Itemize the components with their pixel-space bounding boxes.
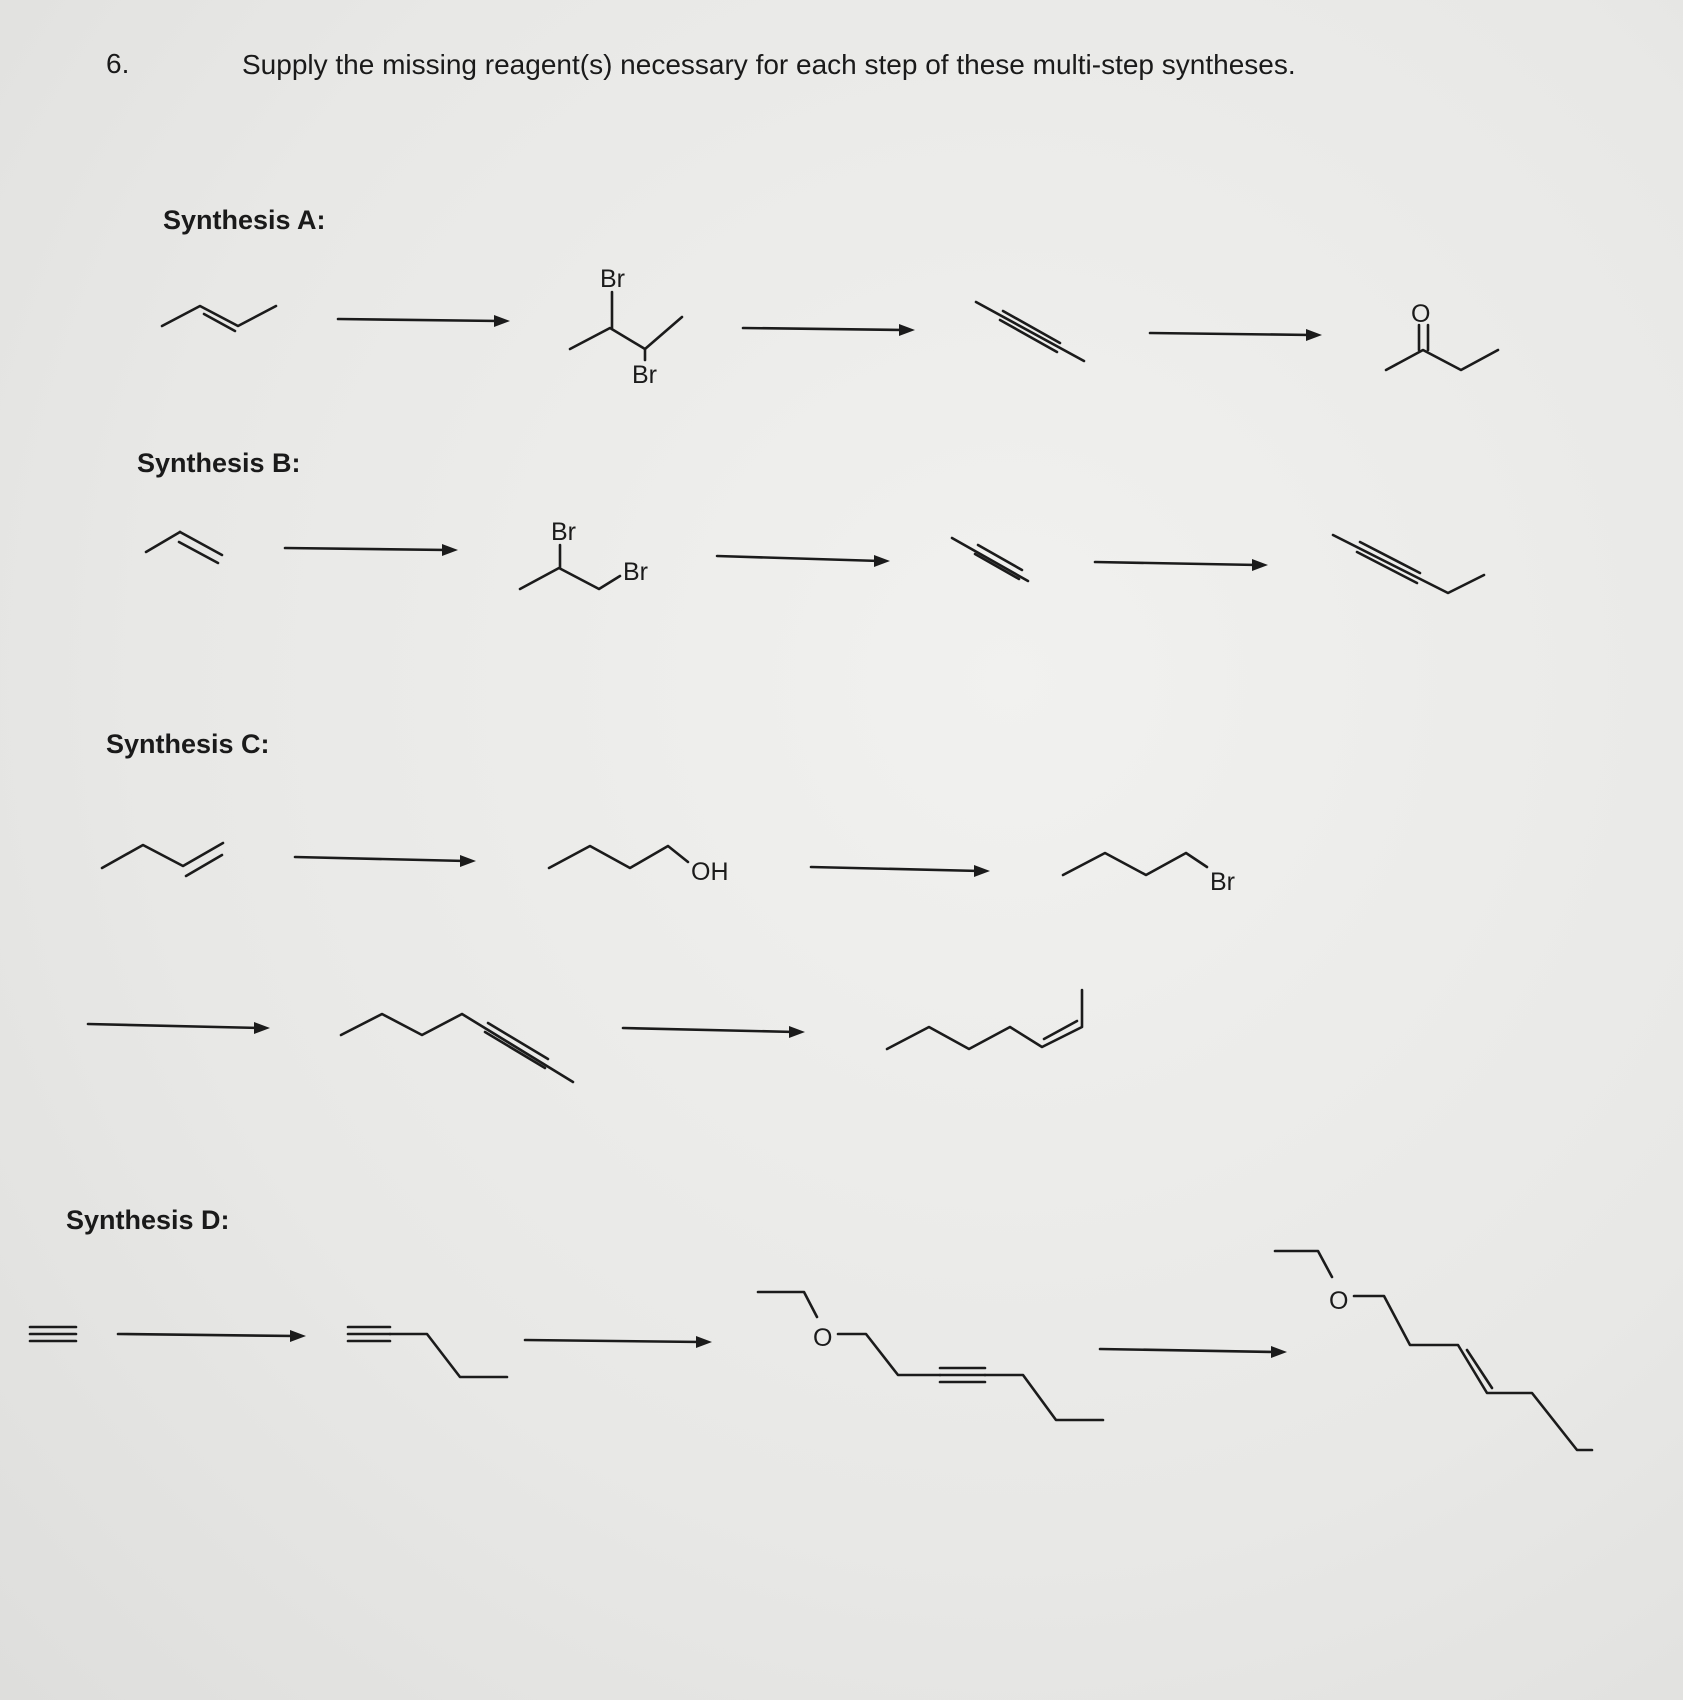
- a-dibromide: [570, 265, 682, 389]
- c-alcohol-oh: OH: [691, 858, 729, 886]
- d-alkynyl-ether-oxygen: O: [813, 1324, 833, 1352]
- synthesis-b-scheme: [146, 518, 1484, 593]
- b-dibromide: [520, 518, 648, 589]
- b-terminal-alkyne: [952, 538, 1028, 581]
- c-arrow-3: [88, 1022, 270, 1034]
- c-alkyne: [341, 1014, 573, 1082]
- question-text: Supply the missing reagent(s) necessary for each step of these multi-step syntheses.: [242, 49, 1296, 80]
- c-alcohol: [549, 846, 729, 886]
- c-arrow-2: [811, 865, 990, 877]
- d-terminal-alkyne: [348, 1327, 507, 1377]
- c-cis-alkene-product: [887, 990, 1082, 1049]
- synthesis-a-scheme: [162, 265, 1498, 389]
- a-alkyne: [976, 302, 1084, 361]
- a-starting-alkene: [162, 306, 276, 331]
- c-alkyl-bromide: [1063, 853, 1235, 896]
- d-product-oxygen: O: [1329, 1287, 1349, 1315]
- question-number: 6.: [106, 48, 130, 79]
- b-dibromide-br-right: Br: [623, 558, 648, 586]
- d-acetylene: [30, 1327, 76, 1341]
- synthesis-c-label: Synthesis C:: [106, 729, 270, 759]
- synthesis-c-scheme: [88, 843, 1235, 1082]
- a-ketone-product: [1386, 300, 1498, 370]
- synthesis-a-label: Synthesis A:: [163, 205, 326, 235]
- b-starting-alkene: [146, 532, 222, 563]
- a-arrow-2: [743, 324, 915, 336]
- d-alkenyl-ether-product: [1275, 1251, 1592, 1450]
- synthesis-d-label: Synthesis D:: [66, 1205, 230, 1235]
- d-alkynyl-ether: [758, 1292, 1103, 1420]
- c-arrow-4: [623, 1026, 805, 1038]
- a-dibromide-br-top: Br: [600, 265, 625, 293]
- c-alkyl-bromide-br: Br: [1210, 868, 1235, 896]
- d-arrow-3: [1100, 1346, 1287, 1358]
- b-arrow-2: [717, 555, 890, 567]
- c-starting-alkene: [102, 843, 223, 876]
- b-internal-alkyne-product: [1333, 535, 1484, 593]
- synthesis-b-label: Synthesis B:: [137, 448, 301, 478]
- d-arrow-2: [525, 1336, 712, 1348]
- synthesis-d-scheme: [30, 1251, 1592, 1450]
- a-ketone-oxygen: O: [1411, 300, 1431, 328]
- b-arrow-3: [1095, 559, 1268, 571]
- b-dibromide-br-top: Br: [551, 518, 576, 546]
- b-arrow-1: [285, 544, 458, 556]
- a-arrow-3: [1150, 329, 1322, 341]
- d-arrow-1: [118, 1330, 306, 1342]
- c-arrow-1: [295, 855, 476, 867]
- a-arrow-1: [338, 315, 510, 327]
- a-dibromide-br-bottom: Br: [632, 361, 657, 389]
